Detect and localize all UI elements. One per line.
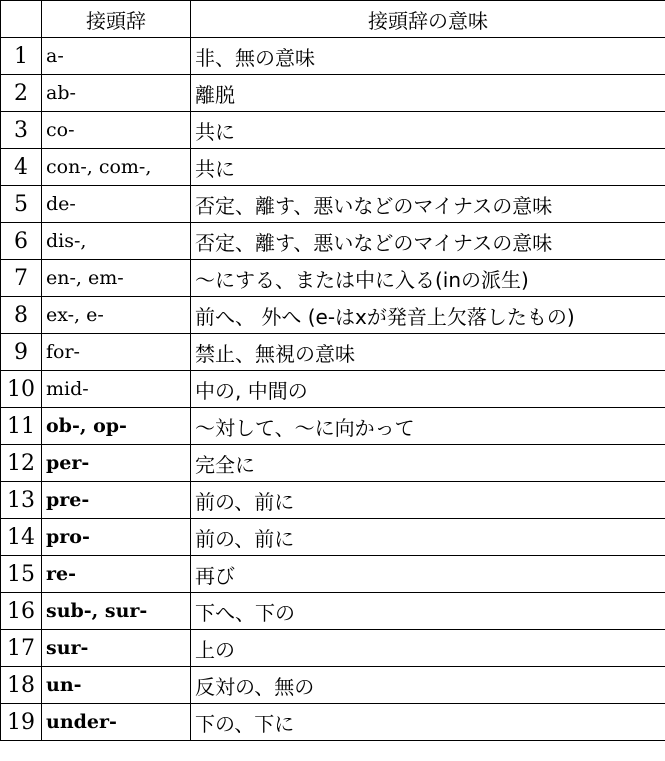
meaning-cell: 否定、離す、悪いなどのマイナスの意味 xyxy=(191,186,665,223)
table-row xyxy=(1,371,665,408)
row-number: 9 xyxy=(1,334,42,371)
meaning-cell: 下へ、下の xyxy=(191,593,665,630)
meaning-cell: 共に xyxy=(191,149,665,186)
row-number: 8 xyxy=(1,297,42,334)
table-body xyxy=(1,38,665,741)
row-number: 17 xyxy=(1,630,42,667)
table-row xyxy=(1,556,665,593)
prefix-cell: for- xyxy=(42,334,191,371)
table-row xyxy=(1,519,665,556)
table-row xyxy=(1,482,665,519)
prefix-cell: pre- xyxy=(42,482,191,519)
prefix-cell: mid- xyxy=(42,371,191,408)
meaning-cell: 下の、下に xyxy=(191,704,665,741)
table-row xyxy=(1,667,665,704)
prefix-cell: dis-, xyxy=(42,223,191,260)
meaning-cell: 離脱 xyxy=(191,75,665,112)
row-number: 2 xyxy=(1,75,42,112)
prefix-cell: ex-, e- xyxy=(42,297,191,334)
header-meaning: 接頭辞の意味 xyxy=(191,1,665,38)
table-row xyxy=(1,630,665,667)
prefix-cell: a- xyxy=(42,38,191,75)
meaning-cell: 否定、離す、悪いなどのマイナスの意味 xyxy=(191,223,665,260)
row-number: 16 xyxy=(1,593,42,630)
table-row xyxy=(1,297,665,334)
prefix-cell: sur- xyxy=(42,630,191,667)
meaning-cell: 〜にする、または中に入る(inの派生) xyxy=(191,260,665,297)
prefix-cell: re- xyxy=(42,556,191,593)
meaning-cell: 中の, 中間の xyxy=(191,371,665,408)
row-number: 12 xyxy=(1,445,42,482)
table-row xyxy=(1,260,665,297)
table-row xyxy=(1,704,665,741)
table-row xyxy=(1,223,665,260)
prefix-cell: under- xyxy=(42,704,191,741)
table-row xyxy=(1,408,665,445)
table-row xyxy=(1,593,665,630)
prefix-cell: co- xyxy=(42,112,191,149)
meaning-cell: 再び xyxy=(191,556,665,593)
row-number: 18 xyxy=(1,667,42,704)
row-number: 15 xyxy=(1,556,42,593)
meaning-cell: 前へ、 外へ (e-はxが発音上欠落したもの) xyxy=(191,297,665,334)
prefix-cell: per- xyxy=(42,445,191,482)
prefix-cell: ob-, op- xyxy=(42,408,191,445)
table-row xyxy=(1,186,665,223)
header-prefix: 接頭辞 xyxy=(42,1,191,38)
meaning-cell: 〜対して、〜に向かって xyxy=(191,408,665,445)
row-number: 10 xyxy=(1,371,42,408)
meaning-cell: 共に xyxy=(191,112,665,149)
meaning-cell: 前の、前に xyxy=(191,482,665,519)
row-number: 3 xyxy=(1,112,42,149)
prefix-cell: sub-, sur- xyxy=(42,593,191,630)
table-row xyxy=(1,38,665,75)
prefix-cell: de- xyxy=(42,186,191,223)
prefix-cell: ab- xyxy=(42,75,191,112)
table-row xyxy=(1,445,665,482)
row-number: 14 xyxy=(1,519,42,556)
row-number: 13 xyxy=(1,482,42,519)
row-number: 4 xyxy=(1,149,42,186)
meaning-cell: 上の xyxy=(191,630,665,667)
row-number: 19 xyxy=(1,704,42,741)
meaning-cell: 完全に xyxy=(191,445,665,482)
row-number: 5 xyxy=(1,186,42,223)
table-row xyxy=(1,149,665,186)
prefix-cell: con-, com-, xyxy=(42,149,191,186)
table-row xyxy=(1,112,665,149)
row-number: 11 xyxy=(1,408,42,445)
prefix-cell: en-, em- xyxy=(42,260,191,297)
prefix-cell: un- xyxy=(42,667,191,704)
header-number xyxy=(1,1,42,38)
header-row xyxy=(1,1,665,38)
prefix-cell: pro- xyxy=(42,519,191,556)
table-row xyxy=(1,75,665,112)
meaning-cell: 禁止、無視の意味 xyxy=(191,334,665,371)
row-number: 6 xyxy=(1,223,42,260)
meaning-cell: 反対の、無の xyxy=(191,667,665,704)
row-number: 7 xyxy=(1,260,42,297)
table-row xyxy=(1,334,665,371)
meaning-cell: 非、無の意味 xyxy=(191,38,665,75)
row-number: 1 xyxy=(1,38,42,75)
meaning-cell: 前の、前に xyxy=(191,519,665,556)
